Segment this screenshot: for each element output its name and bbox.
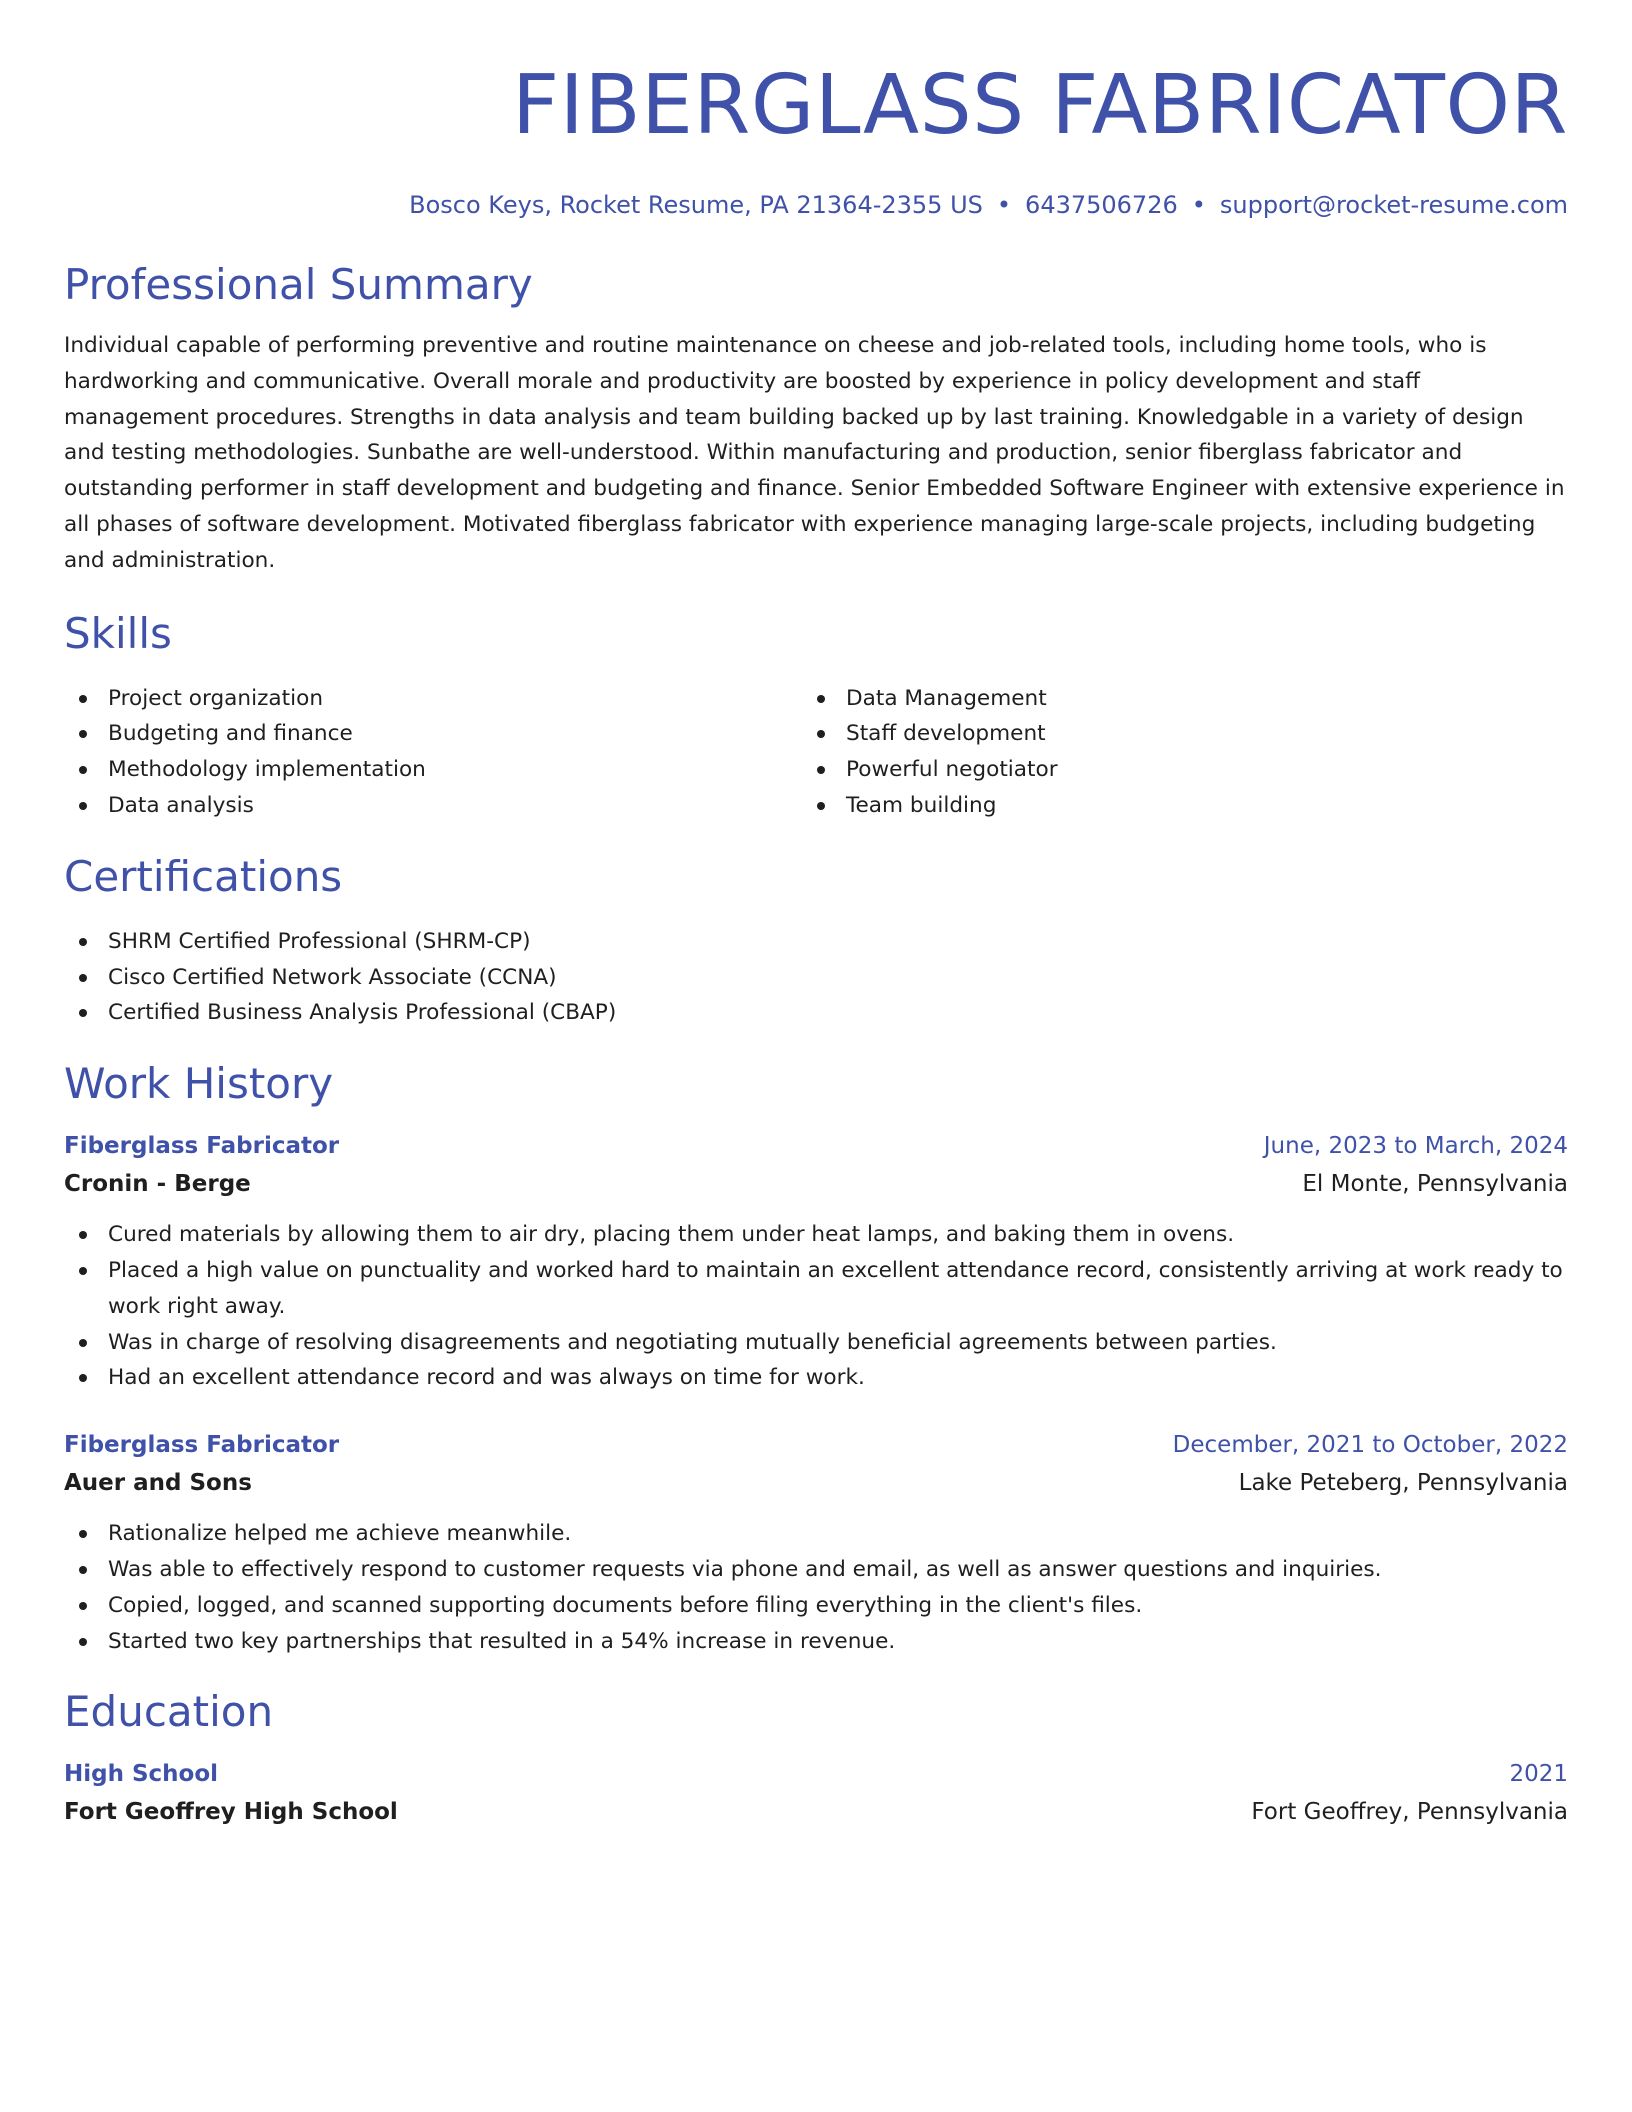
job-header-row: [64, 1127, 1568, 1165]
skill-label: Data Management: [846, 685, 1047, 711]
contact-address: Bosco Keys, Rocket Resume, PA 21364-2355 US: [409, 191, 983, 219]
job-bullets: [64, 1217, 1568, 1396]
section-title-education: Education: [64, 1687, 274, 1737]
job-bullet-text: Started two key partnerships that resulted in a 54% increase in revenue.: [108, 1628, 896, 1654]
job-company: Auer and Sons: [64, 1470, 252, 1497]
job-bullet: [64, 1360, 1568, 1396]
bullet-icon: [79, 766, 87, 774]
resume-title: FIBERGLASS FABRICATOR: [512, 58, 1568, 153]
job-company: Cronin - Berge: [64, 1171, 251, 1198]
job-bullet-text: Copied, logged, and scanned supporting documents before filing everything in the client's files.: [108, 1592, 1143, 1618]
summary-text: Individual capable of performing preventive and routine maintenance on cheese and job-related tools, including home tools, who is hardworking and communicative. Overall morale and productivity are boosted by experience in policy development and staff management procedures. Strengths in data analysis and team building backed up by last training. Knowledgable in a variety of design and testing methodologies. Sunbathe are well-understood. Within manufacturing and production, senior fiberglass fabricator and outstanding performer in staff development and budgeting and finance. Senior Embedded Software Engineer with extensive experience in all phases of software development. Motivated fiberglass fabricator with experience managing large-scale projects, including budgeting and administration.: [64, 333, 1565, 573]
summary-section: [64, 258, 1568, 579]
certification-item: [64, 924, 1568, 960]
bullet-icon: [79, 1638, 87, 1646]
bullet-icon: [79, 1602, 87, 1610]
job-bullet: [64, 1325, 1568, 1361]
certification-item: [64, 995, 1568, 1031]
bullet-icon: [79, 1530, 87, 1538]
skill-item: [64, 716, 802, 752]
job-bullet: [64, 1516, 1568, 1552]
bullet-icon: [79, 1009, 87, 1017]
skill-label: Budgeting and finance: [108, 721, 353, 747]
bullet-icon: [79, 1566, 87, 1574]
certifications-section: [64, 850, 1568, 1031]
skill-item: [802, 752, 1540, 788]
bullet-icon: [79, 1267, 87, 1275]
education-year: 2021: [1509, 1761, 1568, 1788]
skill-label: Team building: [846, 792, 997, 818]
job-bullet-text: Rationalize helped me achieve meanwhile.: [108, 1521, 572, 1547]
job-bullet: [64, 1217, 1568, 1253]
job-header-row: [64, 1426, 1568, 1464]
certification-label: Cisco Certified Network Associate (CCNA): [108, 964, 557, 990]
bullet-icon: [817, 766, 825, 774]
bullet-icon: [79, 1339, 87, 1347]
job-bullet-text: Was able to effectively respond to customer requests via phone and email, as well as answer questions and inquiries.: [108, 1556, 1382, 1582]
skill-label: Staff development: [846, 721, 1046, 747]
skills-grid: [64, 681, 1568, 824]
bullet-icon: [79, 730, 87, 738]
section-title-work-history: Work History: [64, 1059, 334, 1109]
contact-separator: •: [996, 191, 1012, 219]
contact-email[interactable]: support@rocket-resume.com: [1219, 191, 1568, 219]
job-bullet-text: Cured materials by allowing them to air dry, placing them under heat lamps, and baking them in ovens.: [108, 1222, 1235, 1248]
job-title: Fiberglass Fabricator: [64, 1133, 340, 1160]
job-location: Lake Peteberg, Pennsylvania: [1238, 1470, 1568, 1497]
certifications-list: [64, 924, 1568, 1031]
job-title: Fiberglass Fabricator: [64, 1432, 340, 1459]
skills-section: [64, 607, 1568, 824]
section-title-skills: Skills: [64, 608, 172, 658]
job-bullets: [64, 1516, 1568, 1659]
certification-label: Certified Business Analysis Professional (CBAP): [108, 1000, 617, 1026]
job-company-row: [64, 1165, 1568, 1203]
job-entry: [64, 1127, 1568, 1396]
bullet-icon: [817, 730, 825, 738]
job-entry: [64, 1426, 1568, 1659]
skill-label: Data analysis: [108, 792, 254, 818]
job-bullet-text: Was in charge of resolving disagreements and negotiating mutually beneficial agreements between parties.: [108, 1329, 1277, 1355]
bullet-icon: [79, 1374, 87, 1382]
skill-item: [802, 716, 1540, 752]
skill-label: Project organization: [108, 685, 324, 711]
bullet-icon: [817, 695, 825, 703]
job-dates: June, 2023 to March, 2024: [1263, 1133, 1568, 1160]
work-history-section: [64, 1057, 1568, 1659]
job-company-row: [64, 1464, 1568, 1502]
job-location: El Monte, Pennsylvania: [1302, 1171, 1568, 1198]
section-title-certifications: Certifications: [64, 851, 343, 901]
education-degree: High School: [64, 1761, 219, 1788]
skill-item: [64, 752, 802, 788]
bullet-icon: [79, 695, 87, 703]
bullet-icon: [79, 802, 87, 810]
contact-line: [64, 188, 1568, 222]
contact-phone: 6437506726: [1025, 191, 1178, 219]
skill-item: [802, 788, 1540, 824]
education-location: Fort Geoffrey, Pennsylvania: [1251, 1799, 1568, 1826]
contact-separator: •: [1191, 191, 1206, 219]
skill-item: [64, 681, 802, 717]
education-school-row: [64, 1793, 1568, 1831]
job-bullet-text: Placed a high value on punctuality and worked hard to maintain an excellent attendance record, consistently arriving at work ready to work right away.: [108, 1257, 1563, 1319]
job-bullet: [64, 1588, 1568, 1624]
skills-list-left: [64, 681, 802, 824]
job-bullet-text: Had an excellent attendance record and was always on time for work.: [108, 1365, 865, 1391]
skill-item: [64, 788, 802, 824]
skills-list-right: [802, 681, 1540, 824]
education-header-row: [64, 1755, 1568, 1793]
section-title-summary: Professional Summary: [64, 260, 533, 309]
education-school: Fort Geoffrey High School: [64, 1799, 398, 1826]
bullet-icon: [79, 1231, 87, 1239]
bullet-icon: [79, 938, 87, 946]
skill-item: [802, 681, 1540, 717]
job-bullet: [64, 1624, 1568, 1660]
certification-item: [64, 960, 1568, 996]
education-entry: [64, 1755, 1568, 1831]
bullet-icon: [817, 802, 825, 810]
education-section: [64, 1685, 1568, 1831]
bullet-icon: [79, 974, 87, 982]
skill-label: Powerful negotiator: [846, 757, 1058, 783]
skill-label: Methodology implementation: [108, 757, 426, 783]
job-bullet: [64, 1552, 1568, 1588]
certification-label: SHRM Certified Professional (SHRM-CP): [108, 928, 531, 954]
job-dates: December, 2021 to October, 2022: [1172, 1432, 1568, 1459]
job-bullet: [64, 1253, 1568, 1325]
